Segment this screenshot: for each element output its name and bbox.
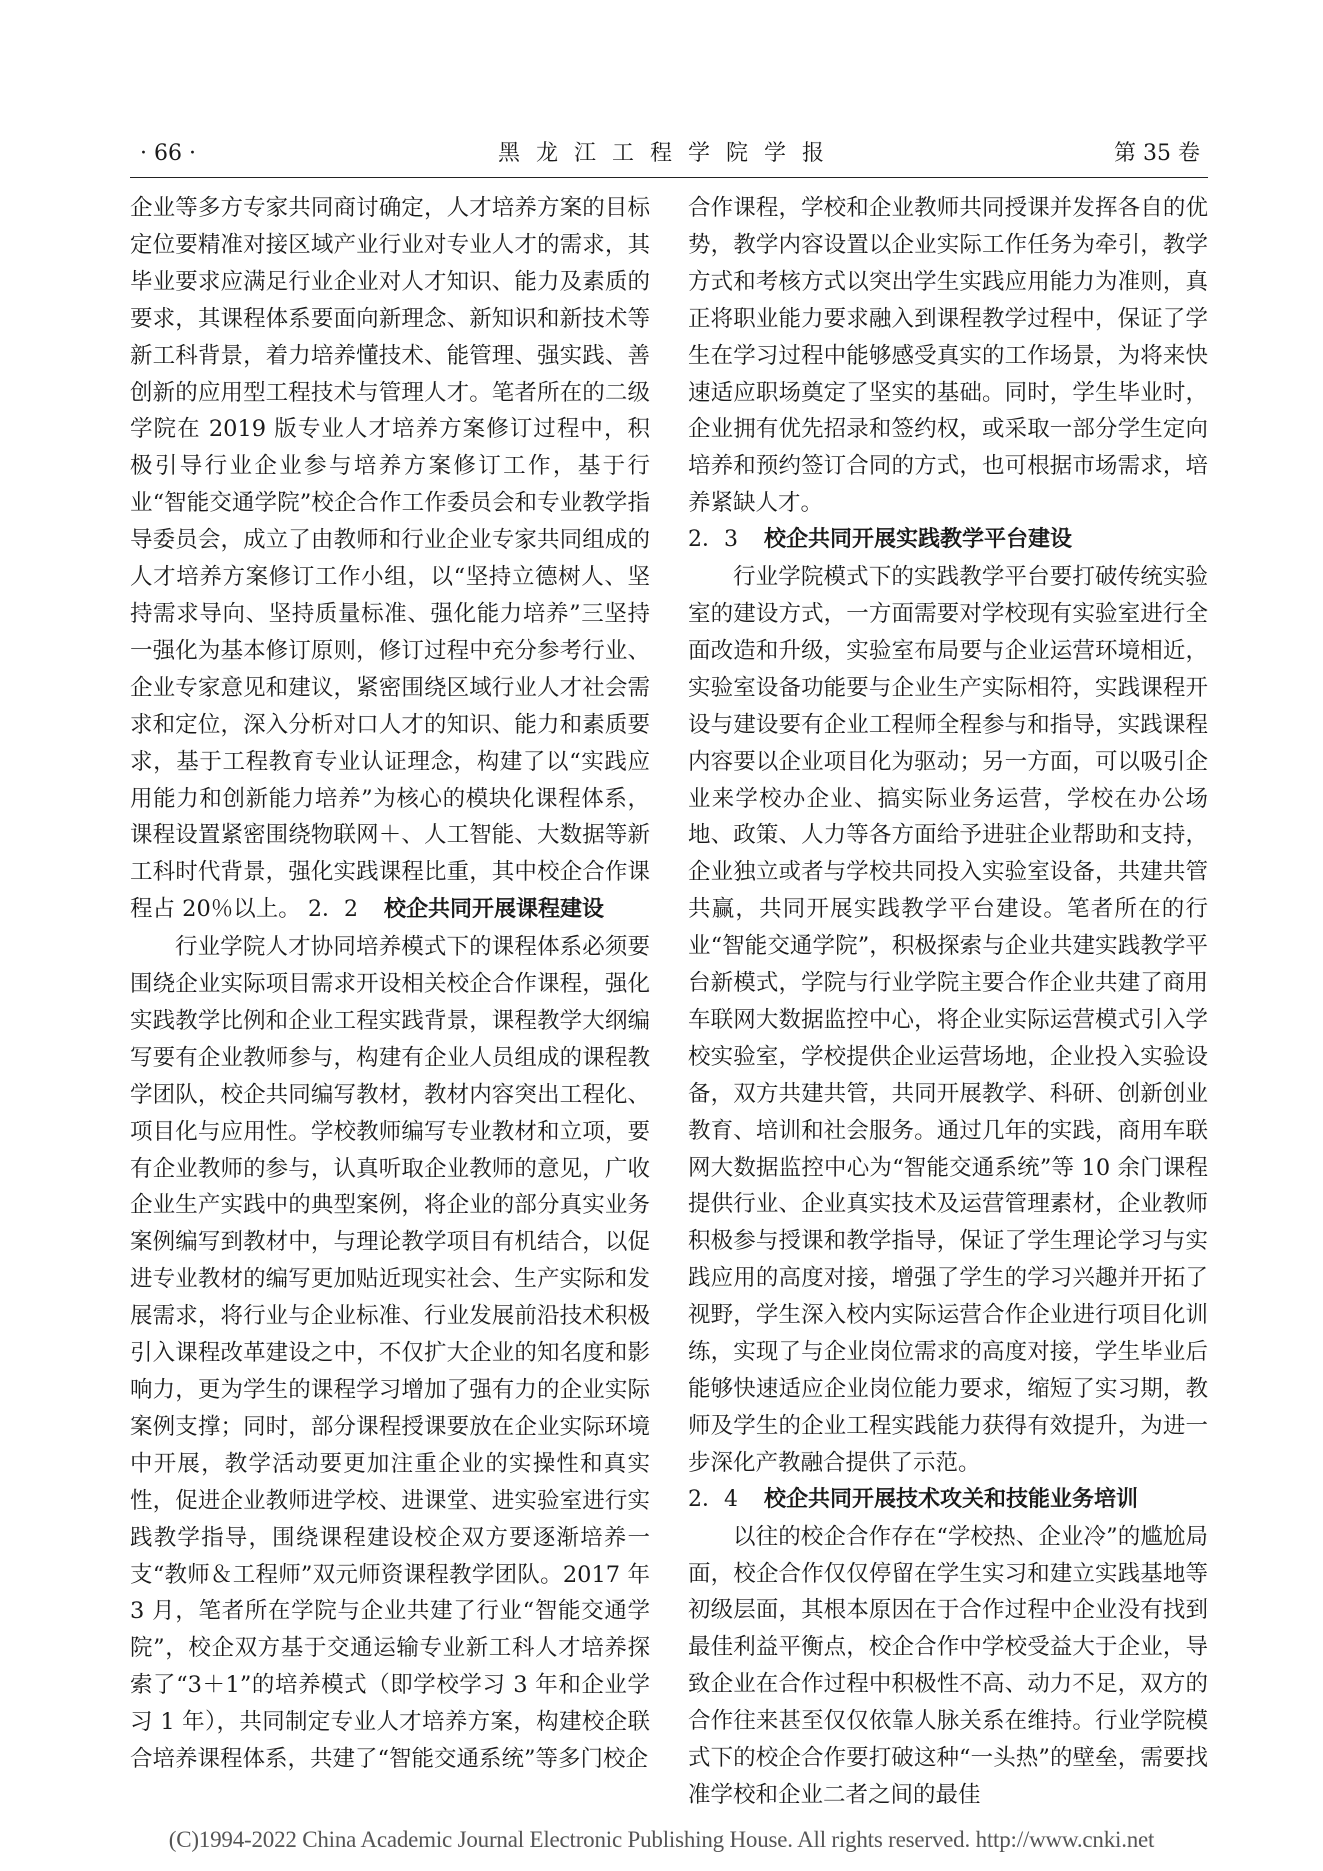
paragraph: 合作课程，学校和企业教师共同授课并发挥各自的优势，教学内容设置以企业实际工作任务为牵引，教学方式和考核方式以突出学生实践应用能力为准则，真正将职业能力要求融入到课程教学过程中，保证了学生在学习过程中能够感受真实的工作场景，为将来快速适应职场奠定了坚实的基础。同时，学生毕业时，企业拥有优先招录和签约权，或采取一部分学生定向培养和预约签订合同的方式，也可根据市场需求，培养紧缺人才。	[688, 195, 1208, 517]
page-number: · 66 ·	[140, 141, 196, 166]
section-heading-2-4	[688, 1482, 1208, 1519]
section-heading-2-3	[688, 522, 1208, 559]
section-number: 2．3	[688, 527, 738, 553]
section-number: 2．4	[688, 1486, 738, 1512]
header-rule	[130, 177, 1208, 178]
paragraph: 行业学院模式下的实践教学平台要打破传统实验室的建设方式，一方面需要对学校现有实验室进行全面改造和升级，实验室布局要与企业运营环境相近，实验室设备功能要与企业生产实际相符，实践课程开设与建设要有企业工程师全程参与和指导，实践课程内容要以企业项目化为驱动；另一方面，可以吸引企业来学校办企业、搞实际业务运营，学校在办公场地、政策、人力等各方面给予进驻企业帮助和支持，企业独立或者与学校共同投入实验室设备，共建共管共赢，共同开展实践教学平台建设。笔者所在的行业“智能交通学院”，积极探索与企业共建实践教学平台新模式，学院与行业学院主要合作企业共建了商用车联网大数据监控中心，将企业实际运营模式引入学校实验室，学校提供企业运营场地，企业投入实验设备，双方共建共管，共同开展教学、科研、创新创业教育、培训和社会服务。通过几年的实践，商用车联网大数据监控中心为“智能交通系统”等 10 余门课程提供行业、企业真实技术及运营管理素材，企业教师积极参与授课和教学指导，保证了学生理论学习与实践应用的高度对接，增强了学生的学习兴趣并开拓了视野，学生深入校内实际运营合作企业进行项目化训练，实现了与企业岗位需求的高度对接，学生毕业后能够快速适应企业岗位能力要求，缩短了实习期，教师及学生的企业工程实践能力获得有效提升，为进一步深化产教融合提供了示范。	[688, 564, 1208, 1476]
paragraph: 以往的校企合作存在“学校热、企业冷”的尴尬局面，校企合作仅仅停留在学生实习和建立实践基地等初级层面，其根本原因在于合作过程中企业没有找到最佳利益平衡点，校企合作中学校受益大于企业，导致企业在合作过程中积极性不高、动力不足，双方的合作往来甚至仅仅依靠人脉关系在维持。行业学院模式下的校企合作要打破这种“一头热”的壁垒，需要找准学校和企业二者之间的最佳	[688, 1523, 1208, 1808]
section-title: 校企共同开展课程建设	[383, 897, 604, 923]
right-column	[688, 190, 1208, 1814]
copyright-footer: (C)1994-2022 China Academic Journal Electronic Publishing House. All rights reserved. http://www.cnki.net	[168, 1827, 1155, 1852]
section-heading-2-2	[308, 897, 604, 922]
left-column	[130, 190, 650, 1778]
section-title: 校企共同开展实践教学平台建设	[764, 527, 1073, 553]
volume-label: 第 35 卷	[1114, 141, 1200, 166]
journal-title: 黑龙江工程学院学报	[497, 141, 840, 166]
paragraph-text: 企业等多方专家共同商讨确定，人才培养方案的目标定位要精准对接区域产业行业对专业人才的需求，其毕业要求应满足行业企业对人才知识、能力及素质的要求，其课程体系要面向新理念、新知识和新技术等新工科背景，着力培养懂技术、能管理、强实践、善创新的应用型工程技术与管理人才。笔者所在的二级学院在 2019 版专业人才培养方案修订过程中，积极引导行业企业参与培养方案修订工作，基于行业“智能交通学院”校企合作工作委员会和专业教学指导委员会，成立了由教师和行业企业专家共同组成的人才培养方案修订工作小组，以“坚持立德树人、坚持需求导向、坚持质量标准、强化能力培养”三坚持一强化为基本修订原则，修订过程中充分参考行业、企业专家意见和建议，紧密围绕区域行业人才社会需求和定位，深入分析对口人才的知识、能力和素质要求，基于工程教育专业认证理念，构建了以“实践应用能力和创新能力培养”为核心的模块化课程体系，课程设置紧密围绕物联网＋、人工智能、大数据等新工科时代背景，强化实践课程比重，其中校企合作课程占 20％以上。	[130, 195, 650, 923]
paragraph: 行业学院人才协同培养模式下的课程体系必须要围绕企业实际项目需求开设相关校企合作课程，强化实践教学比例和企业工程实践背景，课程教学大纲编写要有企业教师参与，构建有企业人员组成的课程教学团队，校企共同编写教材，教材内容突出工程化、项目化与应用性。学校教师编写专业教材和立项，要有企业教师的参与，认真听取企业教师的意见，广收企业生产实践中的典型案例，将企业的部分真实业务案例编写到教材中，与理论教学项目有机结合，以促进专业教材的编写更加贴近现实社会、生产实际和发展需求，将行业与企业标准、行业发展前沿技术积极引入课程改革建设之中，不仅扩大企业的知名度和影响力，更为学生的课程学习增加了强有力的企业实际案例支撑；同时，部分课程授课要放在企业实际环境中开展，教学活动要更加注重企业的实操性和真实性，促进企业教师进学校、进课堂、进实验室进行实践教学指导，围绕课程建设校企双方要逐渐培养一支“教师＆工程师”双元师资课程教学团队。2017 年 3 月，笔者所在学院与企业共建了行业“智能交通学院”，校企双方基于交通运输专业新工科人才培养探索了“3＋1”的培养模式（即学校学习 3 年和企业学习 1 年），共同制定专业人才培养方案，构建校企联合培养课程体系，共建了“智能交通系统”等多门校企	[130, 934, 650, 1773]
paragraph	[130, 190, 650, 929]
section-number: 2．2	[307, 897, 358, 923]
section-title: 校企共同开展技术攻关和技能业务培训	[764, 1486, 1139, 1512]
running-header	[130, 137, 1208, 173]
